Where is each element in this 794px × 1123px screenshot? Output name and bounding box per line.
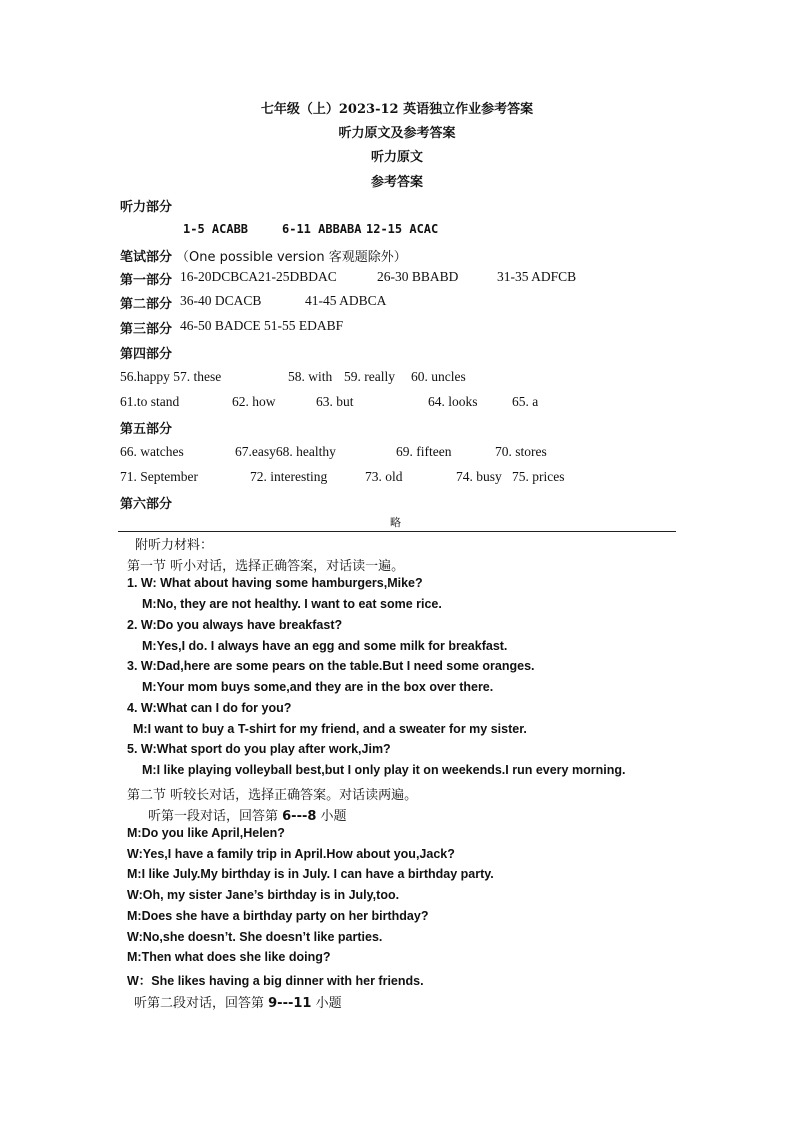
dialog-line: M:I like playing volleyball best,but I only play it on weekends.I run every morning.: [142, 763, 626, 777]
dialog-line: 1. W: What about having some hamburgers,Mike?: [127, 576, 423, 590]
conversation1-heading: 听第一段对话，回答第 6---8 小题: [148, 809, 347, 824]
section-heading-script: 听力原文: [370, 150, 423, 165]
page-title: 七年级（上）2023-12 英语独立作业参考答案: [260, 102, 534, 117]
part4-answer: 58. with: [288, 369, 333, 384]
part5-label: 第五部分: [120, 422, 173, 437]
part5-answer: 67.easy68. healthy: [235, 444, 336, 459]
dialog-line: 2. W:Do you always have breakfast?: [127, 618, 343, 632]
part1-answers-a: 16-20DCBCA21-25DBDAC: [180, 269, 337, 284]
part4-answer: 65. a: [512, 394, 539, 409]
section-heading-answers: 参考答案: [370, 175, 423, 190]
part6-label: 第六部分: [120, 497, 173, 512]
part1-answers-c: 31-35 ADFCB: [497, 269, 577, 284]
part4-answer: 59. really: [344, 369, 395, 384]
part1-label: 第一部分: [120, 273, 173, 288]
part4-label: 第四部分: [120, 347, 173, 362]
omitted-note: 略: [390, 516, 401, 529]
part5-answer: 72. interesting: [250, 469, 328, 484]
part5-answer: 73. old: [365, 469, 403, 484]
dialog-line: M:I want to buy a T-shirt for my friend, and a sweater for my sister.: [133, 722, 527, 736]
part4-answer: 56.happy 57. these: [120, 369, 222, 384]
page-subtitle: 听力原文及参考答案: [338, 126, 456, 141]
script-header: 附听力材料：: [135, 538, 214, 553]
part5-answer: 75. prices: [512, 469, 565, 484]
listening-label: 听力部分: [120, 200, 173, 215]
dialog-line: M:Your mom buys some,and they are in the box over there.: [142, 680, 494, 694]
divider: [118, 531, 676, 532]
dialog-line: 3. W:Dad,here are some pears on the table.But I need some oranges.: [127, 659, 535, 673]
conversation2-heading: 听第二段对话，回答第 9---11 小题: [134, 996, 342, 1011]
dialog-line: M:I like July.My birthday is in July. I can have a birthday party.: [127, 867, 494, 881]
part5-answer: 71. September: [120, 469, 198, 484]
part1-answers-b: 26-30 BBABD: [377, 269, 459, 284]
part5-answer: 70. stores: [495, 444, 547, 459]
dialog-line: M:Do you like April,Helen?: [127, 826, 285, 840]
part3-label: 第三部分: [120, 322, 173, 337]
dialog-line: W:Yes,I have a family trip in April.How about you,Jack?: [127, 847, 455, 861]
dialog-line: 5. W:What sport do you play after work,Jim?: [127, 742, 391, 756]
dialog-line: M:Yes,I do. I always have an egg and some milk for breakfast.: [142, 639, 508, 653]
dialog-line: W:No,she doesn’t. She doesn’t like parties.: [127, 930, 383, 944]
written-label: 笔试部分: [120, 250, 173, 265]
part2-answers-b: 41-45 ADBCA: [305, 293, 387, 308]
part5-answer: 74. busy: [456, 469, 502, 484]
dialog-line: M:Then what does she like doing?: [127, 950, 331, 964]
dialog-line: M:No, they are not healthy. I want to eat some rice.: [142, 597, 442, 611]
dialog-line: 4. W:What can I do for you?: [127, 701, 292, 715]
part4-answer: 63. but: [316, 394, 354, 409]
dialog-line: W:Oh, my sister Jane’s birthday is in July,too.: [127, 888, 400, 902]
dialog-line: W：She likes having a big dinner with her friends.: [127, 974, 424, 988]
written-note: （One possible version 客观题除外）: [176, 250, 407, 265]
part2-label: 第二部分: [120, 297, 173, 312]
section2-heading: 第二节 听较长对话，选择正确答案。对话读两遍。: [127, 788, 418, 803]
listening-answers-3: 12-15 ACAC: [366, 222, 439, 236]
listening-answers-1: 1-5 ACABB: [183, 222, 249, 236]
dialog-line: M:Does she have a birthday party on her birthday?: [127, 909, 429, 923]
section1-heading: 第一节 听小对话，选择正确答案，对话读一遍。: [127, 559, 405, 574]
part5-answer: 66. watches: [120, 444, 184, 459]
part4-answer: 60. uncles: [411, 369, 466, 384]
part4-answer: 64. looks: [428, 394, 478, 409]
part4-answer: 61.to stand: [120, 394, 180, 409]
part4-answer: 62. how: [232, 394, 276, 409]
part5-answer: 69. fifteen: [396, 444, 452, 459]
listening-answers-2: 6-11 ABBABA: [282, 222, 362, 236]
part2-answers-a: 36-40 DCACB: [180, 293, 262, 308]
part3-answers: 46-50 BADCE 51-55 EDABF: [180, 318, 344, 333]
